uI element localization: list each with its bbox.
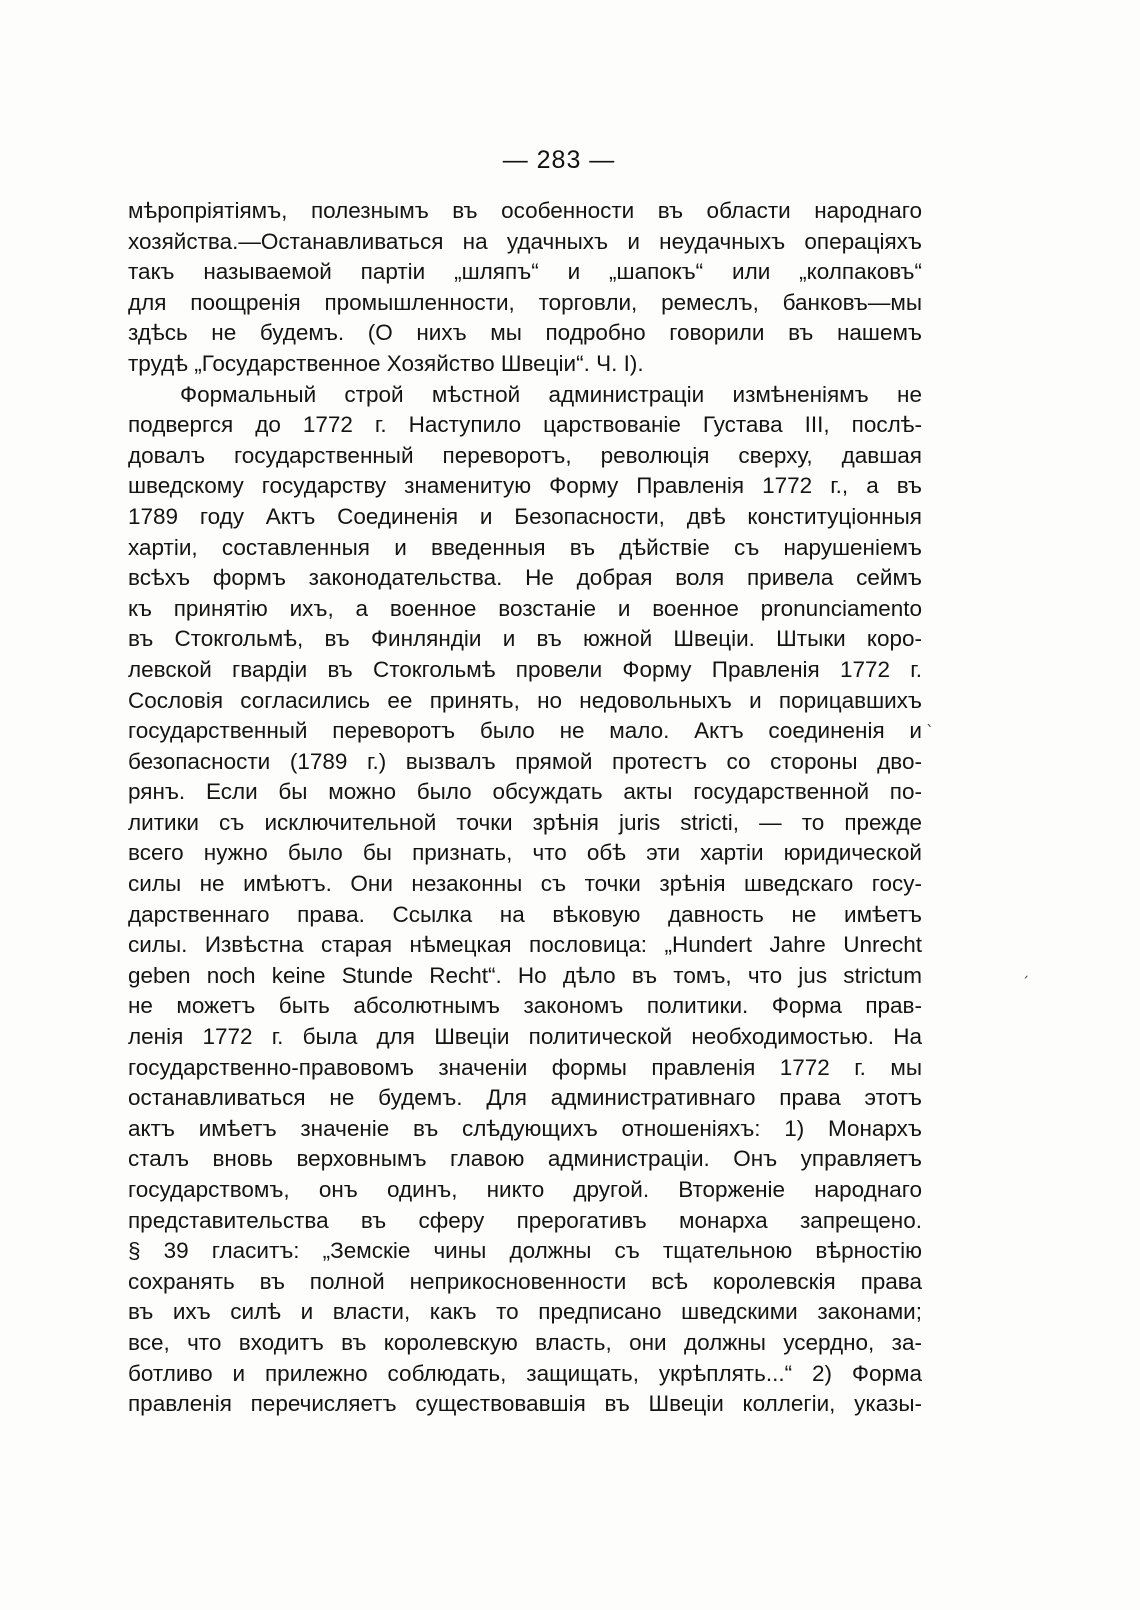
text-line: ленія 1772 г. была для Швеціи политической необходимостью. На: [128, 1024, 922, 1050]
page-number: — 283 —: [502, 146, 616, 174]
scan-speck: ˏ: [1022, 963, 1029, 979]
text-line: государственный переворотъ было не мало. Актъ соединенія и: [128, 718, 922, 744]
paragraph-start-line: Формальный строй мѣстной администраціи измѣненіямъ не: [180, 381, 922, 407]
text-line: 1789 году Актъ Соединенія и Безопасности, двѣ конституціонныя: [128, 503, 922, 529]
text-line: государствомъ, онъ одинъ, никто другой. Вторженіе народнаго: [128, 1177, 922, 1202]
text-line: всего нужно было бы признать, что обѣ эти хартіи юридической: [128, 840, 922, 866]
text-line: литики съ исключительной точки зрѣнія juris stricti, — то прежде: [128, 809, 922, 835]
text-line: довалъ государственный переворотъ, революція сверху, давшая: [128, 442, 922, 468]
text-line: такъ называемой партіи „шляпъ“ и „шапокъ“ или „колпаковъ“: [128, 259, 922, 285]
text-line: подвергся до 1772 г. Наступило царствованіе Густава III, послѣ-: [128, 412, 922, 438]
text-line: шведскому государству знаменитую Форму Правленія 1772 г., а въ: [128, 473, 922, 499]
text-line: хозяйства.—Останавливаться на удачныхъ и неудачныхъ операціяхъ: [128, 228, 922, 254]
text-line: правленія перечисляетъ существовавшія въ Швеціи коллегіи, указы-: [128, 1391, 922, 1417]
text-line: мѣропріятіямъ, полезнымъ въ особенности въ области народнаго: [128, 198, 922, 223]
text-line: въ ихъ силѣ и власти, какъ то предписано шведскими законами;: [128, 1299, 922, 1325]
text-line: сохранять въ полной неприкосновенности всѣ королевскія права: [128, 1268, 922, 1294]
text-line: силы. Извѣстна старая нѣмецкая пословица: „Hundert Jahre Unrecht: [128, 932, 922, 958]
text-line: сталъ вновь верховнымъ главою администраціи. Онъ управляетъ: [128, 1146, 922, 1172]
text-line: все, что входитъ въ королевскую власть, они должны усердно, за-: [128, 1329, 922, 1355]
text-line: левской гвардіи въ Стокгольмѣ провели Форму Правленія 1772 г.: [128, 656, 922, 682]
text-line: трудѣ „Государственное Хозяйство Швеціи“. Ч. I).: [128, 350, 644, 376]
text-line: geben noch keine Stunde Recht“. Но дѣло въ томъ, что jus strictum: [128, 962, 922, 988]
text-line: государственно-правовомъ значеніи формы правленія 1772 г. мы: [128, 1054, 922, 1080]
text-line: Сословія согласились ее принять, но недовольныхъ и порицавшихъ: [128, 687, 922, 713]
text-line: хартіи, составленныя и введенныя въ дѣйствіе съ нарушеніемъ: [128, 534, 922, 560]
text-line: ботливо и прилежно соблюдать, защищать, укрѣплять...“ 2) Форма: [128, 1360, 922, 1386]
text-line: всѣхъ формъ законодательства. Не добрая воля привела сеймъ: [128, 565, 922, 591]
text-line: рянъ. Если бы можно было обсуждать акты государственной по-: [128, 779, 922, 805]
text-line: силы не имѣютъ. Они незаконны съ точки зрѣнія шведскаго госу-: [128, 871, 922, 897]
text-line: не можетъ быть абсолютнымъ закономъ политики. Форма прав-: [128, 993, 922, 1019]
text-line: для поощренія промышленности, торговли, ремеслъ, банковъ—мы: [128, 289, 922, 315]
text-line: § 39 гласитъ: „Земскіе чины должны съ тщательною вѣрностію: [128, 1238, 922, 1264]
body-text: [128, 196, 922, 1420]
text-line: представительства въ сферу прерогативъ монарха запрещено.: [128, 1207, 922, 1233]
text-line: въ Стокгольмѣ, въ Финляндіи и въ южной Швеціи. Штыки коро-: [128, 626, 922, 652]
text-line: безопасности (1789 г.) вызвалъ прямой протестъ со стороны дво-: [128, 748, 922, 774]
text-line: актъ имѣетъ значеніе въ слѣдующихъ отношеніяхъ: 1) Монархъ: [128, 1115, 922, 1141]
scan-speck: ˎ: [926, 708, 934, 727]
text-line: дарственнаго права. Ссылка на вѣковую давность не имѣетъ: [128, 901, 922, 927]
text-line: здѣсь не будемъ. (О нихъ мы подробно говорили въ нашемъ: [128, 320, 922, 346]
text-line: къ принятію ихъ, а военное возстаніе и военное pronunciamento: [128, 595, 922, 621]
text-line: останавливаться не будемъ. Для административнаго права этотъ: [128, 1085, 922, 1111]
